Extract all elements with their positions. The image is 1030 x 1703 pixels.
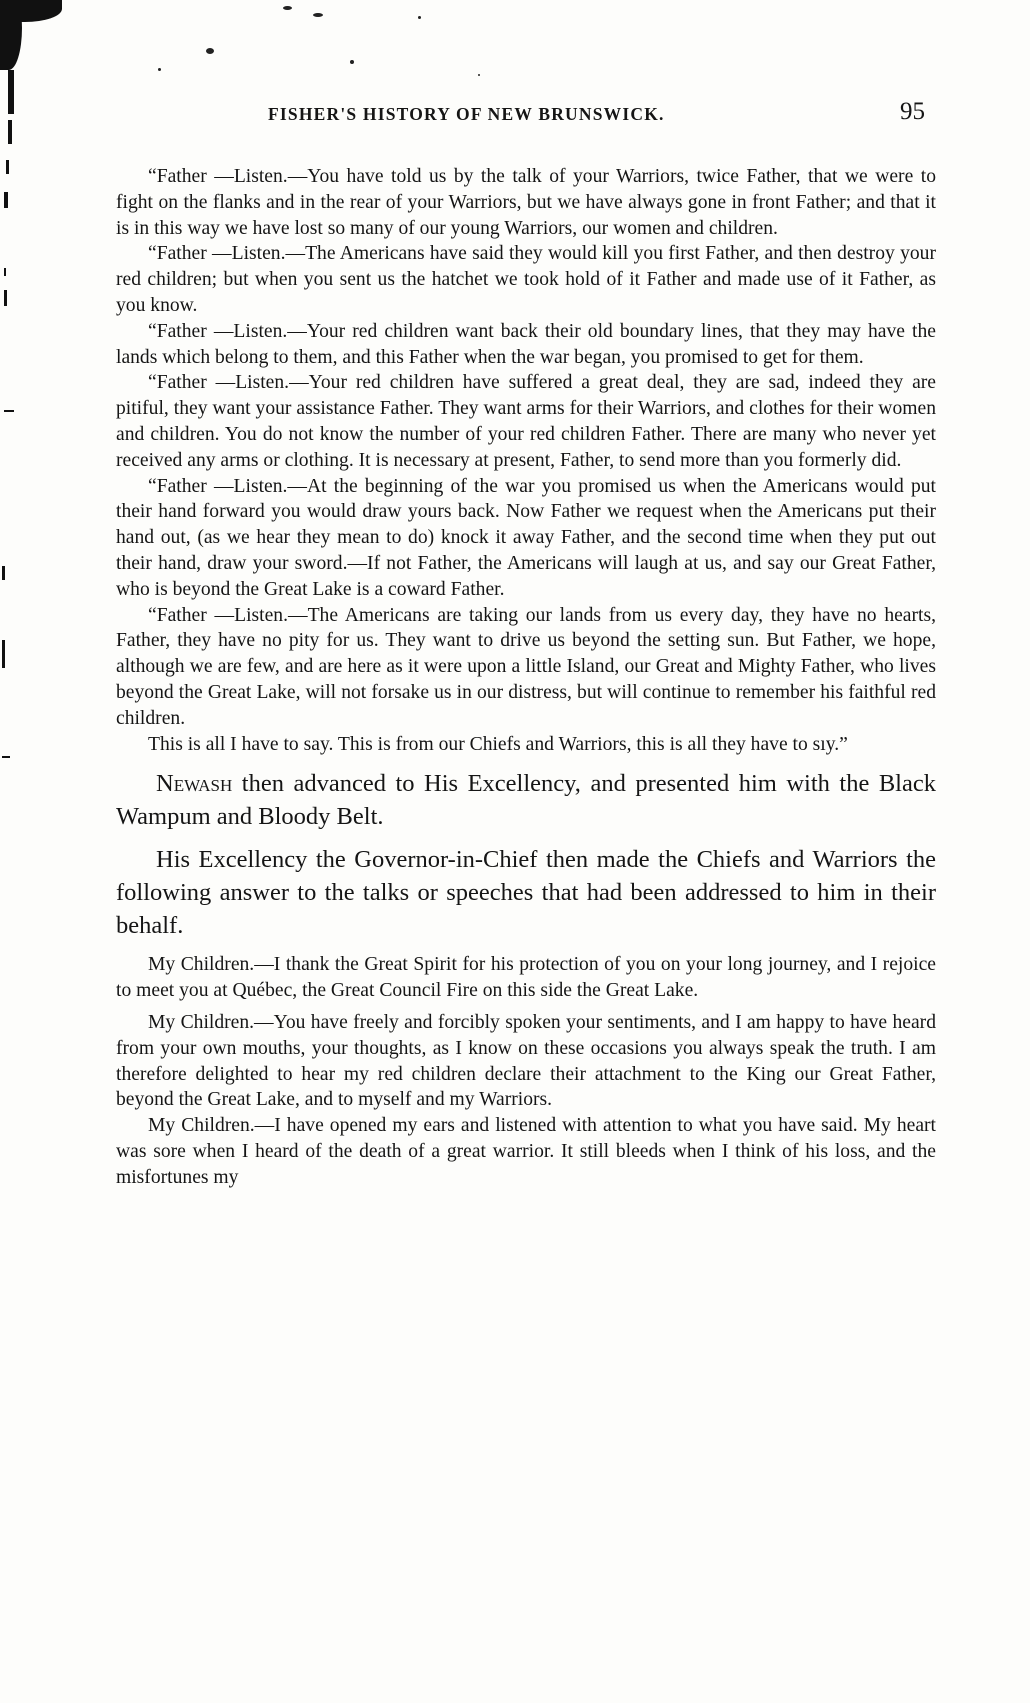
scan-edge-mark <box>4 290 7 306</box>
speech-paragraph: “Father —Listen.—The Americans are taking our lands from us every day, they have no hearts, Father, they have no pity for us. They want to drive us beyond the setting sun. But Father, we hope, although we are few, and are here as it were upon a little Island, our Great and Mighty Father, who lives beyond the Great Lake, will not forsake us in our distress, but will continue to remember his faithful red children. <box>116 604 936 729</box>
running-title: FISHER'S HISTORY OF NEW BRUNSWICK. <box>268 104 665 124</box>
scan-speck <box>206 48 214 54</box>
scan-speck <box>158 68 161 71</box>
answer-paragraph: My Children.—I have opened my ears and listened with attention to what you have said. My heart was sore when I heard of the death of a great warrior. It still bleeds when I think of his loss, and the misfortunes my <box>116 1115 936 1188</box>
body-text <box>116 164 936 1191</box>
scan-edge-mark <box>4 410 14 412</box>
governor-intro: His Excellency the Governor-in-Chief then made the Chiefs and Warriors the following answer to the talks or speeches that had been addressed to him in their behalf. <box>116 846 936 940</box>
speech-paragraph: “Father —Listen.—You have told us by the talk of your Warriors, twice Father, that we were to fight on the flanks and in the rear of your Warriors, but we have always gone in front Father; and that it is in this way we have lost so many of our young Warriors, our women and children. <box>116 166 936 239</box>
scan-edge-mark <box>2 756 10 758</box>
speech-paragraph: “Father —Listen.—Your red children want back their old boundary lines, that they may have the lands which belong to them, and this Father when the war began, you promised to get for them. <box>116 320 936 368</box>
page-number: 95 <box>900 98 925 125</box>
scan-speck <box>478 74 480 76</box>
running-head <box>0 98 1030 128</box>
newash-paragraph <box>116 767 936 833</box>
answer-paragraph: My Children.—I thank the Great Spirit for his protection of you on your long journey, and I rejoice to meet you at Québec, the Great Council Fire on this side the Great Lake. <box>116 954 936 1002</box>
answer-paragraph: My Children.—You have freely and forcibly spoken your sentiments, and I am happy to have heard from your own mouths, your thoughts, as I know on these occasions you always speak the truth. I am therefore delighted to hear my red children declare their attachment to the King our Great Father, beyond the Great Lake, and to myself and my Warriors. <box>116 1011 936 1111</box>
scan-speck <box>418 16 421 19</box>
scan-edge-mark <box>2 566 5 580</box>
speech-paragraph: “Father —Listen.—Your red children have suffered a great deal, they are sad, indeed they are pitiful, they want your assistance Father. They want arms for their Warriors, and clothes for their women and children. You do not know the number of your red children Father. There are many who never yet received any arms or clothing. It is necessary at present, Father, to send more than you formerly did. <box>116 372 936 471</box>
scan-speck <box>283 6 292 10</box>
speech-paragraph: “Father —Listen.—The Americans have said they would kill you first Father, and then destroy your red children; but when you sent us the hatchet we took hold of it Father and made use of it Father, as you know. <box>116 243 936 316</box>
scan-edge-mark <box>0 0 62 22</box>
scan-edge-mark <box>6 160 9 174</box>
scan-edge-mark <box>2 640 5 668</box>
speech-paragraph: “Father —Listen.—At the beginning of the war you promised us when the Americans would put their hand forward you would draw yours back. Now Father we request when the Americans put their hand out, (as we hear they mean to do) knock it away Father, and the second time when they put out their hand, draw your sword.—If not Father, the Americans will laugh at us, and say our Great Father, who is beyond the Great Lake is a coward Father. <box>116 475 936 600</box>
scan-edge-mark <box>4 192 8 208</box>
newash-name: Newash <box>156 770 233 798</box>
newash-text: then advanced to His Excellency, and presented him with the Black Wampum and Bloody Belt. <box>116 770 936 831</box>
speech-closing: This is all I have to say. This is from our Chiefs and Warriors, this is all they have to sıy.” <box>148 733 848 755</box>
scan-edge-mark <box>4 268 6 276</box>
scan-speck <box>350 60 354 64</box>
scan-speck <box>313 13 323 17</box>
